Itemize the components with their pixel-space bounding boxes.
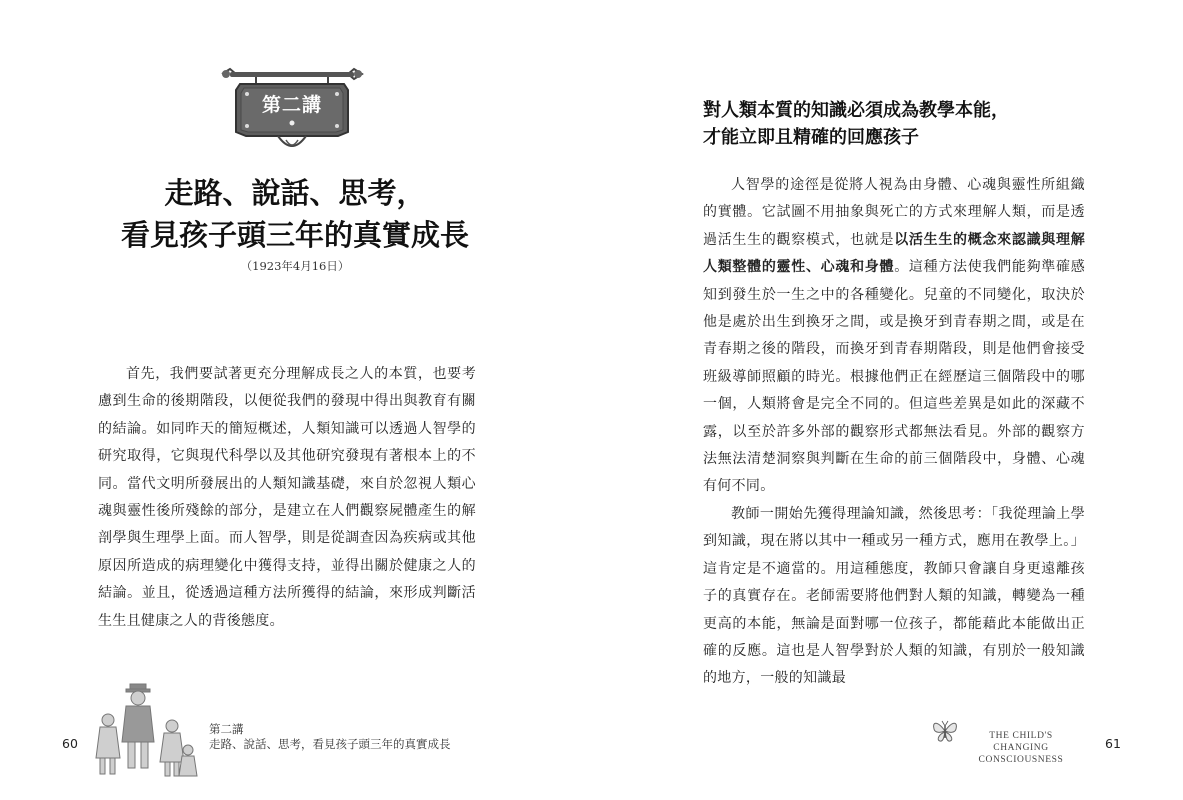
paragraph: 首先，我們要試著更充分理解成長之人的本質，也要考慮到生命的後期階段，以便從我們的發現中得出與教育有關的結論。如同昨天的簡短概述，人類知識可以透過人智學的研究取得，它與現代科學以及其他研究發現有著根本上的不同。當代文明所發展出的人類知識基礎，來自於忽視人類心魂與靈性後所殘餘的部分，是建立在人們觀察屍體產生的解剖學與生理學上面。而人智學，則是從調查因為疾病或其他原因所造成的病理變化中獲得支持，並得出關於健康之人的結論。並且，從透過這種方法所獲得的結論，來形成判斷活生生且健康之人的背後態度。 (98, 366, 476, 629)
right-body-text (703, 172, 1085, 693)
lecture-date: （1923年4月16日） (240, 259, 350, 273)
running-footer (209, 722, 469, 752)
footer-chapter-title: 走路、說話、思考，看見孩子頭三年的真實成長 (209, 737, 451, 751)
paragraph-text: 人智學的途徑是從將人視為由身體、心魂與靈性所組織的實體。它試圖不用抽象與死亡的方式來理解人類，而是透過活生生的觀察模式，也就是 (703, 177, 1085, 248)
butterfly-icon (931, 718, 959, 744)
right-page (593, 0, 1183, 800)
section-heading-line-2: 才能立即且精確的回應孩子 (703, 127, 919, 148)
children-illustration-icon (90, 680, 200, 782)
footer-chapter-label: 第二講 (209, 722, 244, 736)
paragraph (703, 172, 1085, 501)
page-number: 61 (1105, 736, 1121, 751)
chapter-title (60, 172, 530, 256)
emphasized-text: 以活生生的概念來認識與理解人類整體的靈性、心魂和身體 (703, 231, 1085, 276)
chapter-title-line-2: 看見孩子頭三年的真實成長 (120, 218, 469, 252)
left-body-text (98, 361, 476, 635)
chapter-title-line-1: 走路、說話、思考， (164, 176, 426, 210)
paragraph-text: 。這種方法使我們能夠準確感知到發生於一生之中的各種變化。兒童的不同變化，取決於他是處於出生到換牙之間，或是換牙到青春期之間，或是在青春期之後的階段，而換牙到青春期階段，則是他們會接受班級導師照顧的時光。根據他們正在經歷這三個階段中的哪一個，人類將會是完全不同的。但這些差異是如此的深藏不露，以至於許多外部的觀察形式都無法看見。外部的觀察方法無法清楚洞察與判斷在生命的前三個階段中，身體、心魂有何不同。 (703, 259, 1085, 495)
series-title-line-2: CONSCIOUSNESS (978, 755, 1064, 765)
left-page (0, 0, 590, 800)
sign-label: 第二講 (261, 94, 322, 116)
paragraph: 教師一開始先獲得理論知識，然後思考：「我從理論上學到知識，現在將以其中一種或另一種方式，應用在教學上。」這肯定是不適當的。用這種態度，教師只會讓自身更遠離孩子的真實存在。老師需要將他們對人類的知識，轉變為一種更高的本能，無論是面對哪一位孩子，都能藉此本能做出正確的反應。這也是人智學對於人類的知識，有別於一般知識的地方，一般的知識最 (703, 505, 1085, 687)
book-series-title (961, 730, 1081, 766)
section-heading (703, 97, 1103, 151)
section-heading-line-1: 對人類本質的知識必須成為教學本能， (703, 100, 1009, 121)
chapter-sign (218, 60, 366, 156)
series-title-line-1: THE CHILD'S CHANGING (989, 731, 1053, 753)
page-number: 60 (62, 736, 78, 751)
